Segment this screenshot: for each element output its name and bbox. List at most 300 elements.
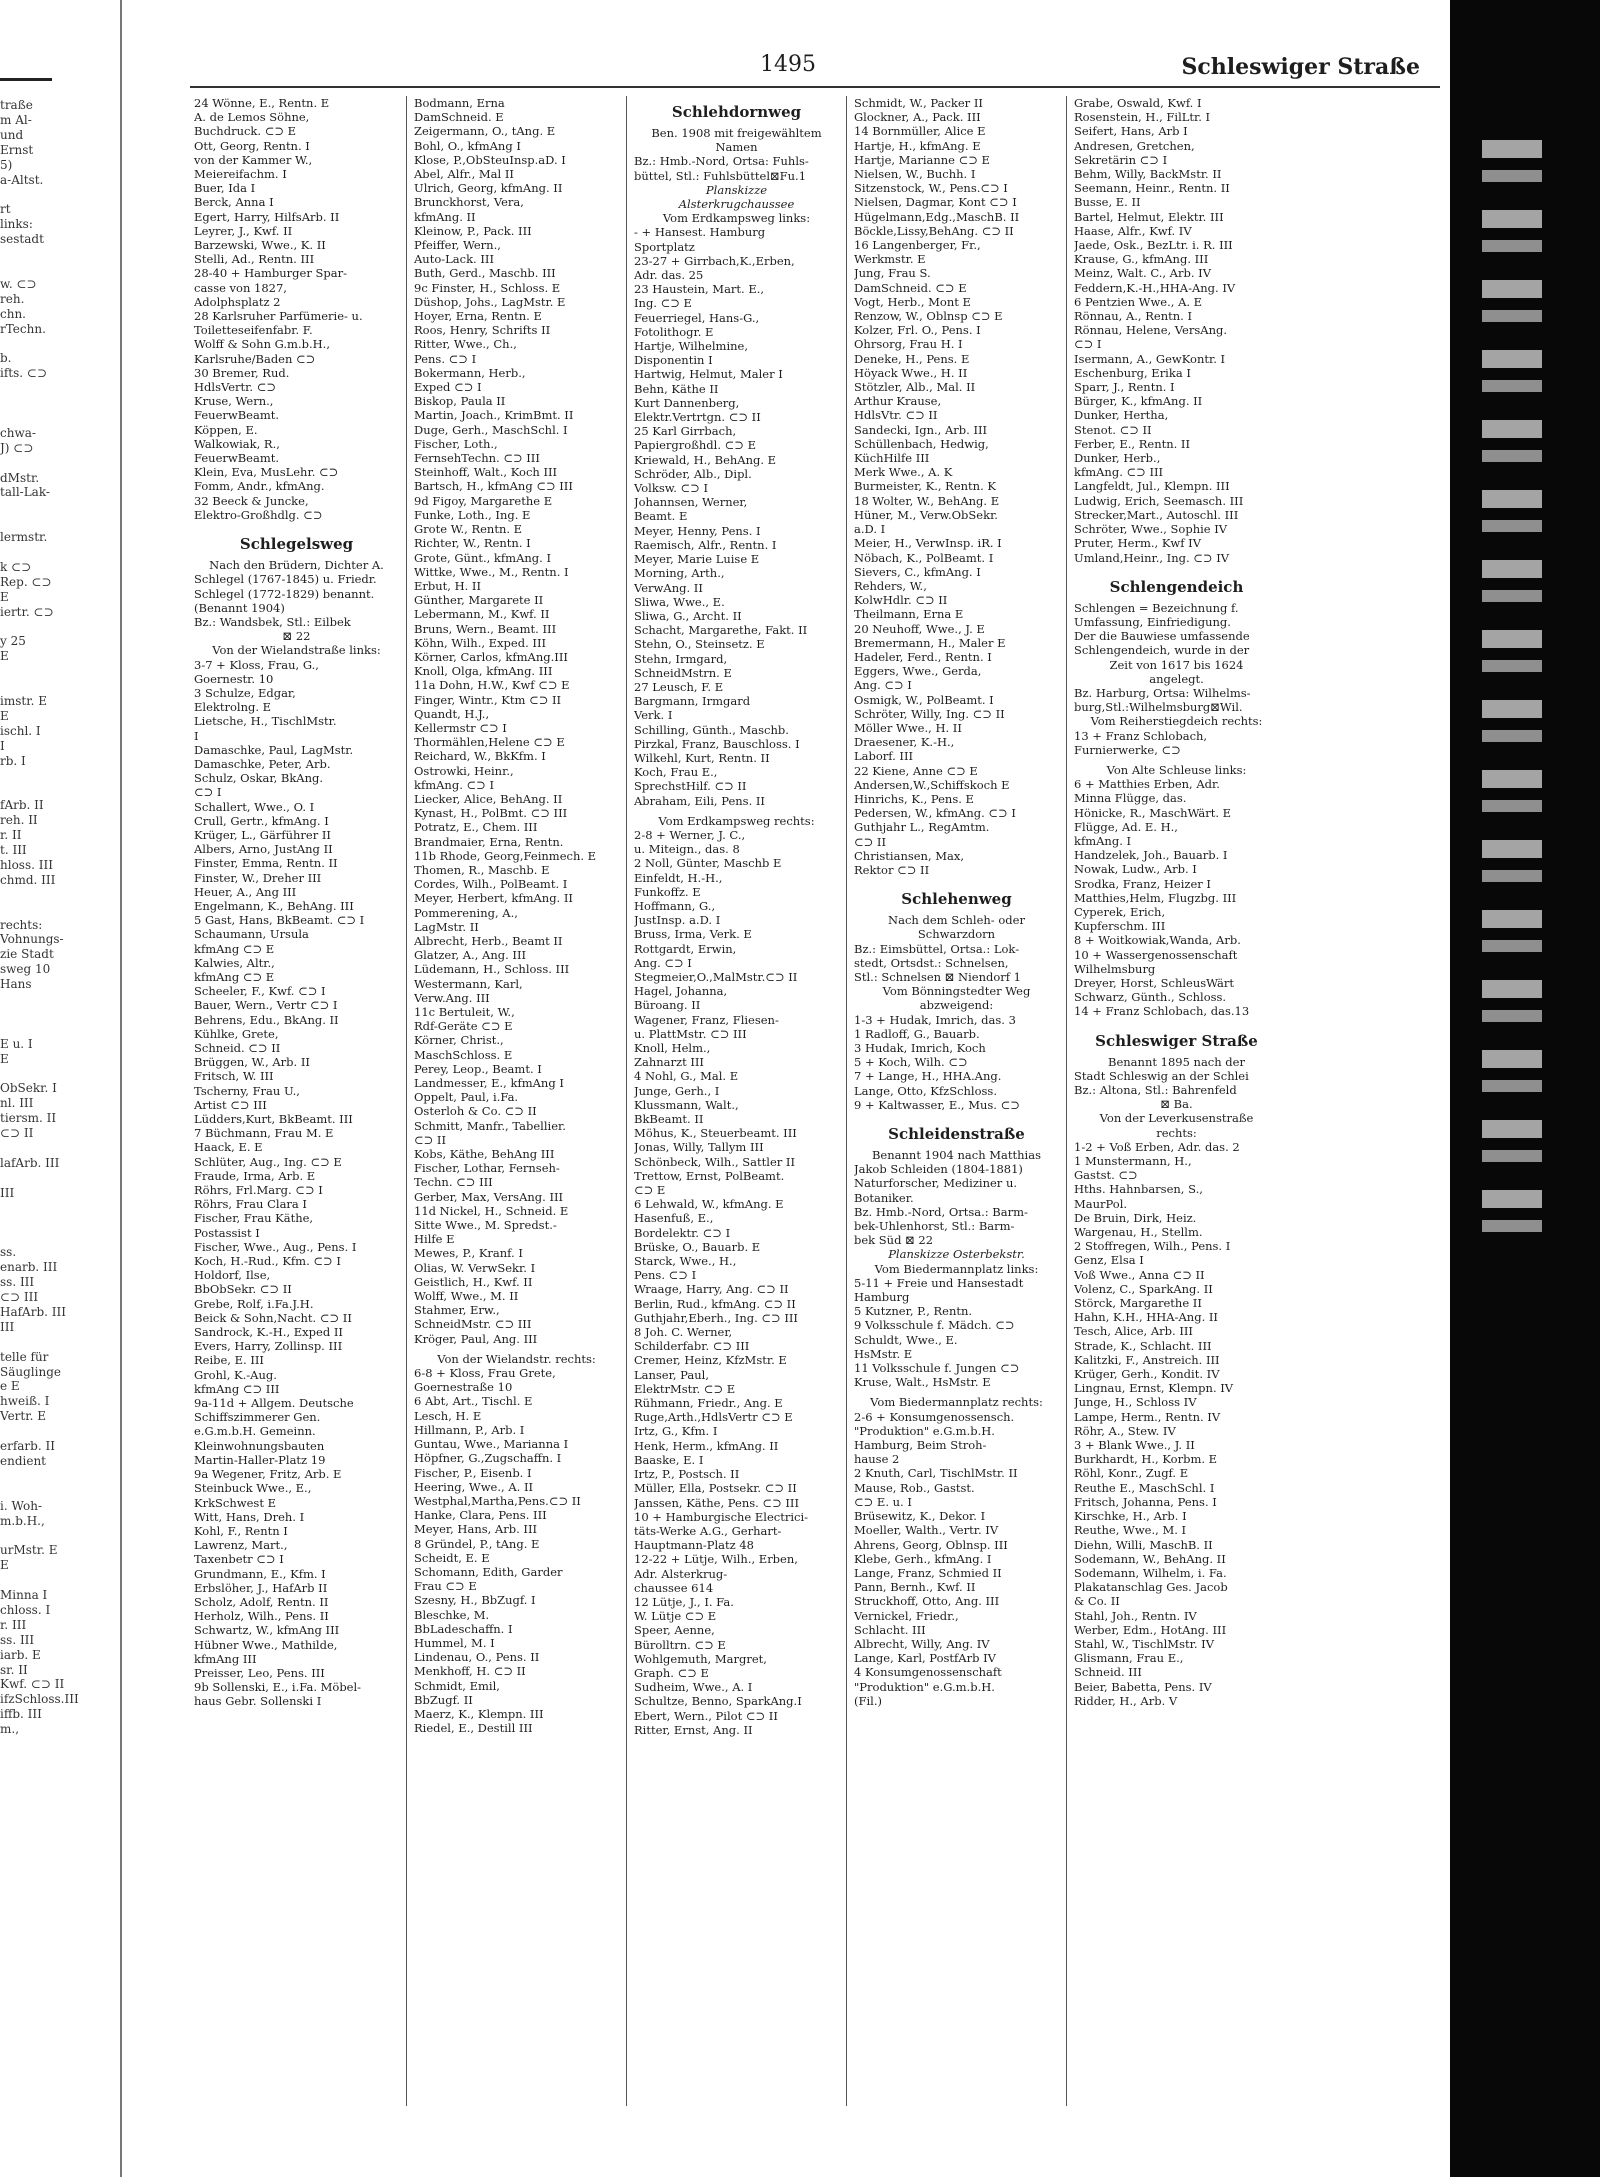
directory-line: Fischer, Wwe., Aug., Pens. I — [194, 1239, 357, 1254]
directory-line: Henk, Herm., kfmAng. II — [634, 1438, 779, 1453]
directory-line: stedt, Ortsdst.: Schnelsen, — [854, 955, 1009, 970]
directory-line: Kröger, Paul, Ang. III — [414, 1331, 538, 1346]
directory-line: Wilkehl, Kurt, Rentn. II — [634, 750, 770, 765]
directory-line: Genz, Elsa I — [1074, 1253, 1144, 1268]
directory-line: 3 Schulze, Edgar, — [194, 685, 296, 700]
left-bleed-line: i. Woh- — [0, 1498, 42, 1513]
directory-line: Scheidt, E. E — [414, 1550, 490, 1565]
directory-line: Rottgardt, Erwin, — [634, 941, 737, 956]
directory-line: Jaede, Osk., BezLtr. i. R. III — [1074, 238, 1233, 253]
left-bleed-line: E — [0, 708, 9, 723]
page-number: 1495 — [760, 52, 816, 77]
directory-line: Brandmaier, Erna, Rentn. — [414, 834, 564, 849]
directory-line: - + Hansest. Hamburg — [634, 225, 766, 240]
column-rule-2 — [626, 96, 627, 2106]
directory-line: 8 Joh. C. Werner, — [634, 1325, 733, 1340]
left-bleed-line: telle für — [0, 1349, 49, 1364]
directory-line: ⊂⊃ E — [634, 1183, 666, 1198]
directory-line: Jonas, Willy, Tallym III — [634, 1140, 764, 1155]
directory-line: Osterloh & Co. ⊂⊃ II — [414, 1104, 537, 1119]
directory-line: 2 Knuth, Carl, TischlMstr. II — [854, 1466, 1018, 1481]
directory-line: 9b Sollenski, E., i.Fa. Möbel- — [194, 1680, 362, 1695]
directory-line: e.G.m.b.H. Gemeinn. — [194, 1424, 316, 1439]
directory-line: Stahmer, Erw., — [414, 1303, 500, 1318]
directory-line: Stötzler, Alb., Mal. II — [854, 380, 976, 395]
directory-line: Voß Wwe., Anna ⊂⊃ II — [1074, 1267, 1205, 1282]
left-bleed-line: ⊂⊃ II — [0, 1126, 34, 1141]
directory-line: Karlsruhe/Baden ⊂⊃ — [194, 351, 316, 366]
directory-line: Richter, W., Rentn. I — [414, 536, 531, 551]
directory-line: Glismann, Frau E., — [1074, 1651, 1184, 1666]
left-bleed-line: a-Altst. — [0, 172, 44, 187]
directory-line: Kalitzki, F., Anstreich. III — [1074, 1352, 1220, 1367]
directory-line: 11 Volksschule f. Jungen ⊂⊃ — [854, 1361, 1020, 1376]
directory-line: Mause, Rob., Gastst. — [854, 1480, 975, 1495]
directory-line: Bargmann, Irmgard — [634, 694, 751, 709]
directory-line: Stelli, Ad., Rentn. III — [194, 252, 315, 267]
left-bleed-line: sr. II — [0, 1662, 28, 1677]
directory-line: 3-7 + Kloss, Frau, G., — [194, 657, 319, 672]
directory-line: Verw.Ang. III — [414, 990, 490, 1005]
directory-line: Umland,Heinr., Ing. ⊂⊃ IV — [1074, 550, 1230, 565]
directory-line: Grabe, Oswald, Kwf. I — [1074, 96, 1202, 110]
directory-line: Adolphsplatz 2 — [194, 294, 281, 309]
directory-line: Disponentin I — [634, 353, 713, 368]
directory-line: HdlsVtr. ⊂⊃ II — [854, 408, 938, 423]
directory-line: Liecker, Alice, BehAng. II — [414, 791, 563, 806]
directory-line: Pann, Bernh., Kwf. II — [854, 1580, 976, 1595]
left-bleed-line: hweiß. I — [0, 1394, 50, 1409]
left-bleed-line: zie Stadt — [0, 947, 54, 962]
left-bleed-line: ifzSchloss.III — [0, 1692, 79, 1707]
directory-line: 6-8 + Kloss, Frau Grete, — [414, 1366, 556, 1381]
directory-line: 9a Wegener, Fritz, Arb. E — [194, 1467, 342, 1482]
directory-line: Schlegel (1767-1845) u. Friedr. — [194, 572, 377, 587]
directory-line: Botaniker. — [854, 1190, 914, 1205]
directory-line: Lüdders,Kurt, BkBeamt. III — [194, 1112, 353, 1127]
directory-line: Vom Biedermannplatz rechts: — [870, 1395, 1043, 1410]
directory-line: BkBeamt. II — [634, 1112, 704, 1127]
street-heading: Schlehdornweg — [671, 103, 802, 121]
directory-line: Barzewski, Wwe., K. II — [194, 238, 326, 253]
directory-line: Cordes, Wilh., PolBeamt. I — [414, 877, 568, 892]
left-bleed-line: dMstr. — [0, 470, 40, 485]
directory-line: Funke, Loth., Ing. E — [414, 507, 531, 522]
directory-line: Behn, Käthe II — [634, 381, 719, 396]
street-heading: Schleidenstraße — [888, 1125, 1025, 1144]
directory-line: Deneke, H., Pens. E — [854, 351, 970, 366]
directory-line: Grebe, Rolf, i.Fa.J.H. — [194, 1296, 314, 1311]
directory-line: Eggers, Wwe., Gerda, — [854, 664, 982, 679]
directory-line: Planskizze Osterbekstr. — [888, 1247, 1025, 1262]
directory-line: Volksw. ⊂⊃ I — [634, 481, 708, 496]
left-bleed-line: m., — [0, 1722, 20, 1737]
column-5 — [1074, 96, 1279, 2106]
directory-page — [130, 0, 1450, 2177]
directory-line: W. Lütje ⊂⊃ E — [634, 1609, 717, 1624]
directory-line: Schmitt, Manfr., Tabellier. — [414, 1118, 566, 1133]
directory-line: Potratz, E., Chem. III — [414, 820, 538, 835]
directory-line: 10 + Wassergenossenschaft — [1074, 947, 1238, 962]
directory-line: 2-8 + Werner, J. C., — [634, 827, 746, 842]
left-bleed-line: ss. III — [0, 1275, 35, 1290]
directory-line: ElektrMstr. ⊂⊃ E — [634, 1381, 736, 1396]
left-bleed-line: m Al- — [0, 112, 32, 127]
directory-line: Meyer, Herbert, kfmAng. II — [414, 891, 573, 906]
header-rule — [190, 86, 1440, 88]
directory-line: Klussmann, Walt., — [634, 1097, 739, 1112]
left-bleed-line: k ⊂⊃ — [0, 559, 32, 574]
directory-line: Hartje, Wilhelmine, — [634, 339, 749, 354]
directory-line: 6 Lehwald, W., kfmAng. E — [634, 1197, 784, 1212]
directory-line: kfmAng ⊂⊃ E — [194, 969, 275, 984]
left-bleed-line: endient — [0, 1453, 47, 1468]
directory-line: Schmidt, Emil, — [414, 1678, 500, 1693]
directory-line: Lesch, H. E — [414, 1408, 482, 1423]
directory-line: 6 Abt, Art., Tischl. E — [414, 1394, 533, 1409]
directory-line: Ridder, H., Arb. V — [1074, 1693, 1178, 1708]
directory-line: Buchdruck. ⊂⊃ E — [194, 124, 297, 139]
directory-line: Egert, Harry, HilfsArb. II — [194, 209, 340, 224]
directory-line: SchneidMstrn. E — [634, 665, 732, 680]
directory-line: Speer, Aenne, — [634, 1623, 715, 1638]
directory-line: kfmAng. ⊂⊃ I — [414, 777, 494, 792]
directory-line: Hasenfuß, E., — [634, 1211, 714, 1226]
directory-line: Plakatanschlag Ges. Jacob — [1074, 1580, 1228, 1595]
directory-line: Hoffmann, G., — [634, 898, 716, 913]
directory-line: Hilfe E — [414, 1232, 455, 1247]
directory-line: Postassist I — [194, 1225, 260, 1240]
directory-line: Funkoffz. E — [634, 884, 701, 899]
column-rule-4 — [1066, 96, 1067, 2106]
directory-line: 9 Volksschule f. Mädch. ⊂⊃ — [854, 1318, 1015, 1333]
directory-line: Schultze, Benno, SparkAng.I — [634, 1694, 802, 1709]
directory-line: Grote W., Rentn. E — [414, 522, 523, 537]
directory-line: 14 + Franz Schlobach, das.13 — [1074, 1004, 1250, 1019]
directory-line: Werber, Edm., HotAng. III — [1074, 1622, 1227, 1637]
directory-line: 6 Pentzien Wwe., A. E — [1074, 294, 1203, 309]
directory-line: 9a-11d + Allgem. Deutsche — [194, 1396, 354, 1411]
directory-line: Vom Biedermannplatz links: — [874, 1261, 1039, 1276]
directory-line: Ulrich, Georg, kfmAng. II — [414, 181, 563, 196]
directory-line: Stehn, Irmgard, — [634, 651, 728, 666]
directory-line: Stenot. ⊂⊃ II — [1074, 422, 1152, 437]
directory-line: MaurPol. — [1074, 1196, 1128, 1211]
directory-line: Sparr, J., Rentn. I — [1074, 380, 1175, 395]
directory-line: FernsehTechn. ⊂⊃ III — [414, 451, 540, 466]
left-bleed-line: lermstr. — [0, 530, 48, 545]
spacer — [854, 877, 1059, 883]
left-bleed-line: Hans — [0, 977, 32, 992]
directory-line: 4 Konsumgenossenschaft — [854, 1665, 1002, 1680]
directory-line: Rdf-Geräte ⊂⊃ E — [414, 1019, 513, 1034]
left-page-rule — [0, 78, 52, 81]
directory-line: Westphal,Martha,Pens.⊂⊃ II — [414, 1493, 581, 1508]
directory-line: Schallert, Wwe., O. I — [194, 799, 315, 814]
directory-line: 23-27 + Girrbach,K.,Erben, — [634, 253, 795, 268]
directory-line: Furnierwerke, ⊂⊃ — [1074, 742, 1181, 757]
directory-line: täts-Werke A.G., Gerhart- — [634, 1523, 782, 1538]
directory-line: Nach dem Schleh- oder — [888, 913, 1025, 928]
directory-line: Stegmeier,O.,MalMstr.⊂⊃ II — [634, 969, 798, 984]
left-bleed-line: e E — [0, 1379, 20, 1394]
directory-line: Ritter, Wwe., Ch., — [414, 337, 517, 352]
directory-line: Guthjahr,Eberh., Ing. ⊂⊃ III — [634, 1310, 798, 1325]
directory-line: Draesener, K.-H., — [854, 735, 955, 750]
directory-line: Meyer, Henny, Pens. I — [634, 523, 761, 538]
directory-line: Höpfner, G.,Zugschaffn. I — [414, 1451, 562, 1466]
directory-line: 16 Langenberger, Fr., — [854, 238, 981, 253]
directory-line: angelegt. — [1149, 671, 1204, 686]
directory-line: Albrecht, Willy, Ang. IV — [854, 1636, 990, 1651]
directory-line: Volenz, C., SparkAng. II — [1074, 1281, 1213, 1296]
directory-line: Bz.: Wandsbek, Stl.: Eilbek — [194, 614, 351, 629]
directory-line: rechts: — [1156, 1125, 1197, 1140]
directory-line: Toiletteseifenfabr. F. — [194, 323, 313, 338]
directory-line: Verk. I — [634, 708, 673, 723]
directory-line: Schacht, Margarethe, Fakt. II — [634, 623, 808, 638]
directory-line: 11b Rhode, Georg,Feinmech. E — [414, 848, 597, 863]
directory-line: burg,Stl.:Wilhelmsburg⊠Wil. — [1074, 700, 1243, 715]
running-head: Schleswiger Straße — [1181, 54, 1420, 80]
directory-line: kfmAng III — [194, 1651, 257, 1666]
directory-line: Schilderfabr. ⊂⊃ III — [634, 1339, 750, 1354]
directory-line: 8 Gründel, P., tAng. E — [414, 1536, 540, 1551]
directory-line: chaussee 614 — [634, 1580, 714, 1595]
directory-line: Schwarzdorn — [917, 927, 996, 942]
left-bleed-line: rechts: — [0, 917, 43, 932]
directory-line: Scholz, Adolf, Rentn. II — [194, 1594, 329, 1609]
directory-line: Westermann, Karl, — [414, 976, 523, 991]
directory-line: 30 Bremer, Rud. — [194, 365, 290, 380]
directory-line: (Benannt 1904) — [194, 600, 285, 615]
directory-line: Nach den Brüdern, Dichter A. — [209, 558, 384, 573]
directory-line: Burmeister, K., Rentn. K — [854, 479, 996, 494]
directory-line: Hartje, H., kfmAng. E — [854, 138, 981, 153]
directory-line: Riedel, E., Destill III — [414, 1721, 533, 1736]
directory-line: Langfeldt, Jul., Klempn. III — [1074, 479, 1230, 494]
directory-line: Trettow, Ernst, PolBeamt. — [634, 1168, 785, 1183]
street-heading: Schlehenweg — [901, 890, 1012, 909]
directory-line: Möller Wwe., H. II — [854, 720, 962, 735]
left-bleed-line: traße — [0, 98, 33, 112]
directory-line: 2 Stoffregen, Wilh., Pens. I — [1074, 1239, 1231, 1254]
directory-line: Fritsch, W. III — [194, 1069, 274, 1084]
directory-line: Von der Wielandstraße links: — [212, 643, 381, 658]
directory-line: Stadt Schleswig an der Schlei — [1074, 1068, 1249, 1083]
directory-line: kfmAng. II — [414, 209, 476, 224]
left-bleed-line: iertr. ⊂⊃ — [0, 604, 54, 619]
directory-line: Bürger, K., kfmAng. II — [1074, 394, 1203, 409]
directory-line: Feuerriegel, Hans-G., — [634, 310, 760, 325]
directory-line: Steinhoff, Walt., Koch III — [414, 465, 558, 480]
directory-line: Lindenau, O., Pens. II — [414, 1650, 540, 1665]
directory-line: Körner, Christ., — [414, 1033, 504, 1048]
directory-line: ⊂⊃ II — [854, 834, 887, 849]
directory-line: Sportplatz — [634, 239, 695, 254]
directory-line: Wittke, Wwe., M., Rentn. I — [414, 564, 569, 579]
directory-line: Abel, Alfr., Mal II — [414, 167, 514, 182]
directory-line: DamSchneid. ⊂⊃ E — [854, 280, 967, 295]
directory-line: Dunker, Hertha, — [1074, 408, 1169, 423]
left-bleed-line: urMstr. E — [0, 1543, 58, 1558]
directory-line: Röhrs, Frau Clara I — [194, 1197, 307, 1212]
directory-line: Stahl, W., TischlMstr. IV — [1074, 1636, 1214, 1651]
directory-line: ⊠ 22 — [282, 629, 311, 644]
left-bleed-line: J) ⊂⊃ — [0, 440, 34, 455]
left-bleed-line: 5) — [0, 157, 13, 172]
directory-line: Buer, Ida I — [194, 181, 256, 196]
directory-line: Hillmann, P., Arb. I — [414, 1422, 525, 1437]
directory-line: Merk Wwe., A. K — [854, 465, 953, 480]
directory-line: Hönicke, R., MaschWärt. E — [1074, 805, 1232, 820]
left-bleed-line: rb. I — [0, 753, 26, 768]
directory-line: Rehders, W., — [854, 578, 927, 593]
directory-line: 20 Neuhoff, Wwe., J. E — [854, 621, 985, 636]
directory-line: Der die Bauwiese umfassende — [1074, 629, 1250, 644]
directory-line: Goernestr. 10 — [194, 671, 274, 686]
directory-line: Guntau, Wwe., Marianna I — [414, 1437, 569, 1452]
directory-line: Strecker,Mart., Autoschl. III — [1074, 507, 1239, 522]
directory-line: Herholz, Wilh., Pens. II — [194, 1609, 329, 1624]
directory-line: Kleinwohnungsbauten — [194, 1438, 325, 1453]
directory-line: 1 Radloff, G., Bauarb. — [854, 1026, 980, 1041]
directory-line: Schlengendeich, wurde in der — [1074, 643, 1250, 658]
directory-line: Meiereifachm. I — [194, 167, 287, 182]
left-bleed-line: t. III — [0, 843, 27, 857]
directory-line: Klebe, Gerh., kfmAng. I — [854, 1551, 992, 1566]
directory-line: 1 Munstermann, H., — [1074, 1154, 1192, 1169]
directory-line: Rönnau, Helene, VersAng. — [1074, 323, 1227, 338]
directory-line: 27 Leusch, F. E — [634, 679, 724, 694]
left-page-bleed — [0, 0, 122, 2177]
left-bleed-line: Ernst — [0, 142, 34, 157]
left-bleed-line: E u. I — [0, 1036, 33, 1051]
directory-line: Heering, Wwe., A. II — [414, 1479, 534, 1494]
directory-line: Seemann, Heinr., Rentn. II — [1074, 181, 1230, 196]
directory-line: (Fil.) — [854, 1693, 882, 1708]
directory-line: Hartwig, Helmut, Maler I — [634, 367, 783, 382]
directory-line: Sliwa, Wwe., E. — [634, 594, 725, 609]
directory-line: Martin, Joach., KrimBmt. II — [414, 408, 574, 423]
directory-line: Nielsen, Dagmar, Kont ⊂⊃ I — [854, 195, 1017, 210]
directory-line: Schwartz, W., kfmAng III — [194, 1623, 340, 1638]
directory-line: VerwAng. II — [634, 580, 703, 595]
directory-line: 11c Bertuleit, W., — [414, 1005, 515, 1019]
directory-line: Seifert, Hans, Arb I — [1074, 124, 1188, 139]
directory-line: Vogt, Herb., Mont E — [854, 294, 971, 309]
directory-line: Perey, Leop., Beamt. I — [414, 1061, 542, 1076]
directory-line: Buth, Gerd., Maschb. III — [414, 266, 556, 281]
directory-line: Vom Reiherstiegdeich rechts: — [1090, 714, 1263, 729]
directory-line: 9d Figoy, Margarethe E — [414, 493, 553, 508]
directory-line: Ing. ⊂⊃ E — [634, 296, 692, 311]
directory-line: Umfassung, Einfriedigung. — [1074, 614, 1231, 629]
left-bleed-line: chn. — [0, 306, 26, 321]
directory-line: MaschSchloss. E — [414, 1047, 513, 1062]
directory-line: Theilmann, Erna E — [854, 607, 964, 622]
directory-line: Lange, Otto, KfzSchloss. — [854, 1083, 997, 1098]
directory-line: JustInsp. a.D. I — [634, 913, 721, 928]
directory-line: Andersen,W.,Schiffskoch E — [854, 777, 1010, 792]
directory-line: Vom Erdkampsweg rechts: — [658, 813, 815, 828]
directory-line: Stl.: Schnelsen ⊠ Niendorf 1 — [854, 969, 1022, 984]
directory-line: Schneid. ⊂⊃ II — [194, 1041, 281, 1055]
directory-line: & Co. II — [1074, 1594, 1120, 1609]
directory-line: Arthur Krause, — [854, 394, 942, 409]
directory-line: Jung, Frau S. — [854, 266, 931, 281]
directory-line: Hadeler, Ferd., Rentn. I — [854, 649, 992, 664]
directory-line: Ritter, Ernst, Ang. II — [634, 1722, 753, 1737]
directory-line: kfmAng ⊂⊃ III — [194, 1381, 280, 1396]
directory-line: büttel, Stl.: Fuhlsbüttel⊠Fu.1 — [634, 168, 807, 183]
directory-line: Reuthe E., MaschSchl. I — [1074, 1480, 1215, 1495]
directory-line: Adr. das. 25 — [634, 268, 704, 283]
directory-line: Sliwa, G., Archt. II — [634, 608, 742, 623]
directory-line: Schönbeck, Wilh., Sattler II — [634, 1154, 795, 1169]
directory-line: Koch, H.-Rud., Kfm. ⊂⊃ I — [194, 1254, 341, 1269]
directory-line: Heuer, A., Ang III — [194, 884, 297, 899]
directory-line: Ludwig, Erich, Seemasch. III — [1074, 493, 1244, 508]
directory-line: Auto-Lack. III — [414, 252, 494, 267]
left-bleed-line: ⊂⊃ III — [0, 1290, 39, 1304]
directory-line: Knoll, Olga, kfmAng. III — [414, 664, 553, 679]
directory-line: u. Miteign., das. 8 — [634, 842, 740, 857]
left-bleed-line: ss. III — [0, 1632, 35, 1647]
directory-line: Finster, W., Dreher III — [194, 870, 322, 885]
directory-line: Hoyer, Erna, Rentn. E — [414, 309, 542, 324]
directory-line: 7 Büchmann, Frau M. E — [194, 1126, 334, 1141]
directory-line: Goernestraße 10 — [414, 1380, 513, 1395]
directory-line: Geistlich, H., Kwf. II — [414, 1274, 533, 1289]
directory-line: Von Alte Schleuse links: — [1106, 762, 1247, 777]
directory-line: Schlengen = Bezeichnung f. — [1074, 600, 1239, 615]
directory-line: 3 Hudak, Imrich, Koch — [854, 1041, 986, 1055]
directory-line: Ferber, E., Rentn. II — [1074, 436, 1191, 451]
directory-line: Wohlgemuth, Margret, — [634, 1651, 767, 1666]
directory-line: Schlüter, Aug., Ing. ⊂⊃ E — [194, 1154, 342, 1169]
directory-line: Kellermstr ⊂⊃ I — [414, 720, 507, 735]
directory-line: Szesny, H., BbZugf. I — [414, 1593, 536, 1608]
directory-line: HsMstr. E — [854, 1346, 913, 1361]
directory-line: Feddern,K.-H.,HHA-Ang. IV — [1074, 280, 1236, 295]
directory-line: Nowak, Ludw., Arb. I — [1074, 862, 1197, 877]
directory-line: Pens. ⊂⊃ I — [634, 1268, 697, 1283]
directory-line: Rosenstein, H., FilLtr. I — [1074, 110, 1211, 125]
street-heading: Schlegelsweg — [239, 535, 354, 554]
directory-line: 24 Wönne, E., Rentn. E — [194, 96, 330, 110]
column-2 — [414, 96, 619, 2106]
directory-line: Bodmann, Erna — [414, 96, 505, 110]
directory-line: Brüske, O., Bauarb. E — [634, 1239, 761, 1254]
directory-line: Scheeler, F., Kwf. ⊂⊃ I — [194, 984, 326, 999]
directory-line: FeuerwBeamt. — [194, 451, 280, 466]
directory-line: Busse, E. II — [1074, 195, 1141, 210]
directory-line: Lampe, Herm., Rentn. IV — [1074, 1409, 1221, 1424]
left-bleed-line: ifts. ⊂⊃ — [0, 366, 47, 381]
directory-line: 23 Haustein, Mart. E., — [634, 282, 765, 297]
directory-line: 28 Karlsruher Parfümerie- u. — [194, 309, 363, 324]
directory-line: Artist ⊂⊃ III — [194, 1097, 267, 1112]
directory-line: Albrecht, Herb., Beamt II — [414, 933, 563, 948]
directory-line: Einfeldt, H.-H., — [634, 870, 723, 885]
directory-line: Erbslöher, J., HafArb II — [194, 1580, 328, 1595]
directory-line: Brunckhorst, Vera, — [414, 195, 524, 210]
directory-line: ⊂⊃ I — [194, 785, 222, 800]
directory-line: Eschenburg, Erika I — [1074, 365, 1191, 380]
directory-line: Grundmann, E., Kfm. I — [194, 1566, 326, 1581]
directory-line: Srodka, Franz, Heizer I — [1074, 876, 1211, 891]
